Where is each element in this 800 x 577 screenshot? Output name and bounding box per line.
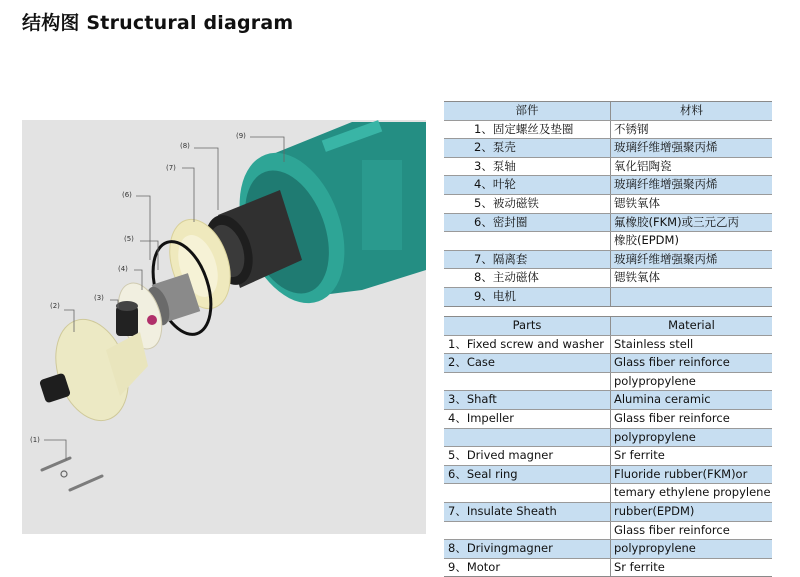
table-row: [444, 390, 772, 409]
table-row: [444, 353, 772, 372]
table-row: [444, 194, 772, 213]
material-cell: 锶铁氧体: [610, 269, 772, 287]
material-cell: Glass fiber reinforce: [610, 354, 772, 372]
table-row: [444, 268, 772, 287]
table-row: [444, 335, 772, 354]
page-title: 结构图 Structural diagram: [22, 12, 294, 34]
material-cell: 锶铁氧体: [610, 195, 772, 213]
label-1: (1): [30, 436, 40, 444]
table-row: [444, 157, 772, 176]
part-cell: 5、被动磁铁: [474, 195, 539, 210]
material-cell: [610, 288, 772, 306]
part-cell: [444, 484, 610, 502]
header-parts: 部件: [515, 103, 539, 117]
material-cell: Sr ferrite: [610, 559, 772, 577]
part-cell: 3、泵轴: [474, 158, 516, 173]
part-cell: 1、Fixed screw and washer: [448, 336, 605, 351]
part-cell: [444, 373, 610, 391]
part-cell: [444, 232, 610, 250]
header-material: 材料: [610, 102, 772, 120]
part-cell: 1、固定螺丝及垫圈: [474, 121, 574, 136]
table-row: [444, 213, 772, 232]
part-cell: 4、叶轮: [474, 177, 516, 192]
material-cell: 橡胶(EPDM): [610, 232, 772, 250]
exploded-pump-diagram: [22, 120, 426, 534]
material-cell: temary ethylene propylene: [610, 484, 772, 502]
table-row: [444, 558, 772, 577]
table-row: [444, 502, 772, 521]
part-cell: 5、Drived magner: [448, 448, 554, 463]
material-cell: 氧化铝陶瓷: [610, 158, 772, 176]
parts-table-english: [444, 316, 772, 577]
table-row: [444, 250, 772, 269]
table-row: [444, 231, 772, 250]
material-cell: Alumina ceramic: [610, 391, 772, 409]
part-cell: 8、Drivingmagner: [448, 541, 553, 556]
table-row: [444, 483, 772, 502]
material-cell: 氟橡胶(FKM)或三元乙丙: [610, 214, 772, 232]
material-cell: polypropylene: [610, 429, 772, 447]
label-8: (8): [180, 142, 190, 150]
material-cell: 不锈钢: [610, 121, 772, 139]
label-5: (5): [124, 235, 134, 243]
material-cell: Glass fiber reinforce: [610, 410, 772, 428]
label-7: (7): [166, 164, 176, 172]
header-parts: Parts: [512, 318, 542, 332]
label-9: (9): [236, 132, 246, 140]
material-cell: Sr ferrite: [610, 447, 772, 465]
part-cell: 2、泵壳: [474, 140, 516, 155]
part-cell: 9、电机: [474, 288, 516, 303]
part-cell: 7、隔离套: [474, 251, 528, 266]
material-cell: rubber(EPDM): [610, 503, 772, 521]
table-row: [444, 138, 772, 157]
part-cell: 9、Motor: [448, 559, 501, 574]
material-cell: Fluoride rubber(FKM)or: [610, 466, 772, 484]
label-3: (3): [94, 294, 104, 302]
material-cell: Glass fiber reinforce: [610, 522, 772, 540]
table-row: [444, 175, 772, 194]
table-header: [444, 102, 772, 120]
material-cell: 玻璃纤维增强聚丙烯: [610, 251, 772, 269]
header-material: Material: [610, 317, 772, 335]
table-row: [444, 521, 772, 540]
part-cell: 6、Seal ring: [448, 466, 518, 481]
part-cell: [444, 429, 610, 447]
part-cell: [444, 522, 610, 540]
part-cell: 4、Impeller: [448, 410, 514, 425]
material-cell: 玻璃纤维增强聚丙烯: [610, 139, 772, 157]
material-cell: 玻璃纤维增强聚丙烯: [610, 176, 772, 194]
part-cell: 8、主动磁体: [474, 270, 539, 285]
part-cell: 7、Insulate Sheath: [448, 503, 557, 518]
parts-table-chinese: [444, 101, 772, 307]
material-cell: polypropylene: [610, 373, 772, 391]
table-row: [444, 287, 772, 306]
material-cell: Stainless stell: [610, 336, 772, 354]
table-row: [444, 465, 772, 484]
part-cell: 6、密封圈: [474, 214, 528, 229]
table-row: [444, 372, 772, 391]
fixing-screws: [42, 458, 102, 490]
table-row: [444, 409, 772, 428]
label-6: (6): [122, 191, 132, 199]
table-header: [444, 317, 772, 335]
part-cell: 3、Shaft: [448, 392, 497, 407]
label-4: (4): [118, 265, 128, 273]
table-row: [444, 428, 772, 447]
table-row: [444, 539, 772, 558]
label-2: (2): [50, 302, 60, 310]
table-row: [444, 446, 772, 465]
table-row: [444, 120, 772, 139]
part-cell: 2、Case: [448, 355, 495, 370]
material-cell: polypropylene: [610, 540, 772, 558]
